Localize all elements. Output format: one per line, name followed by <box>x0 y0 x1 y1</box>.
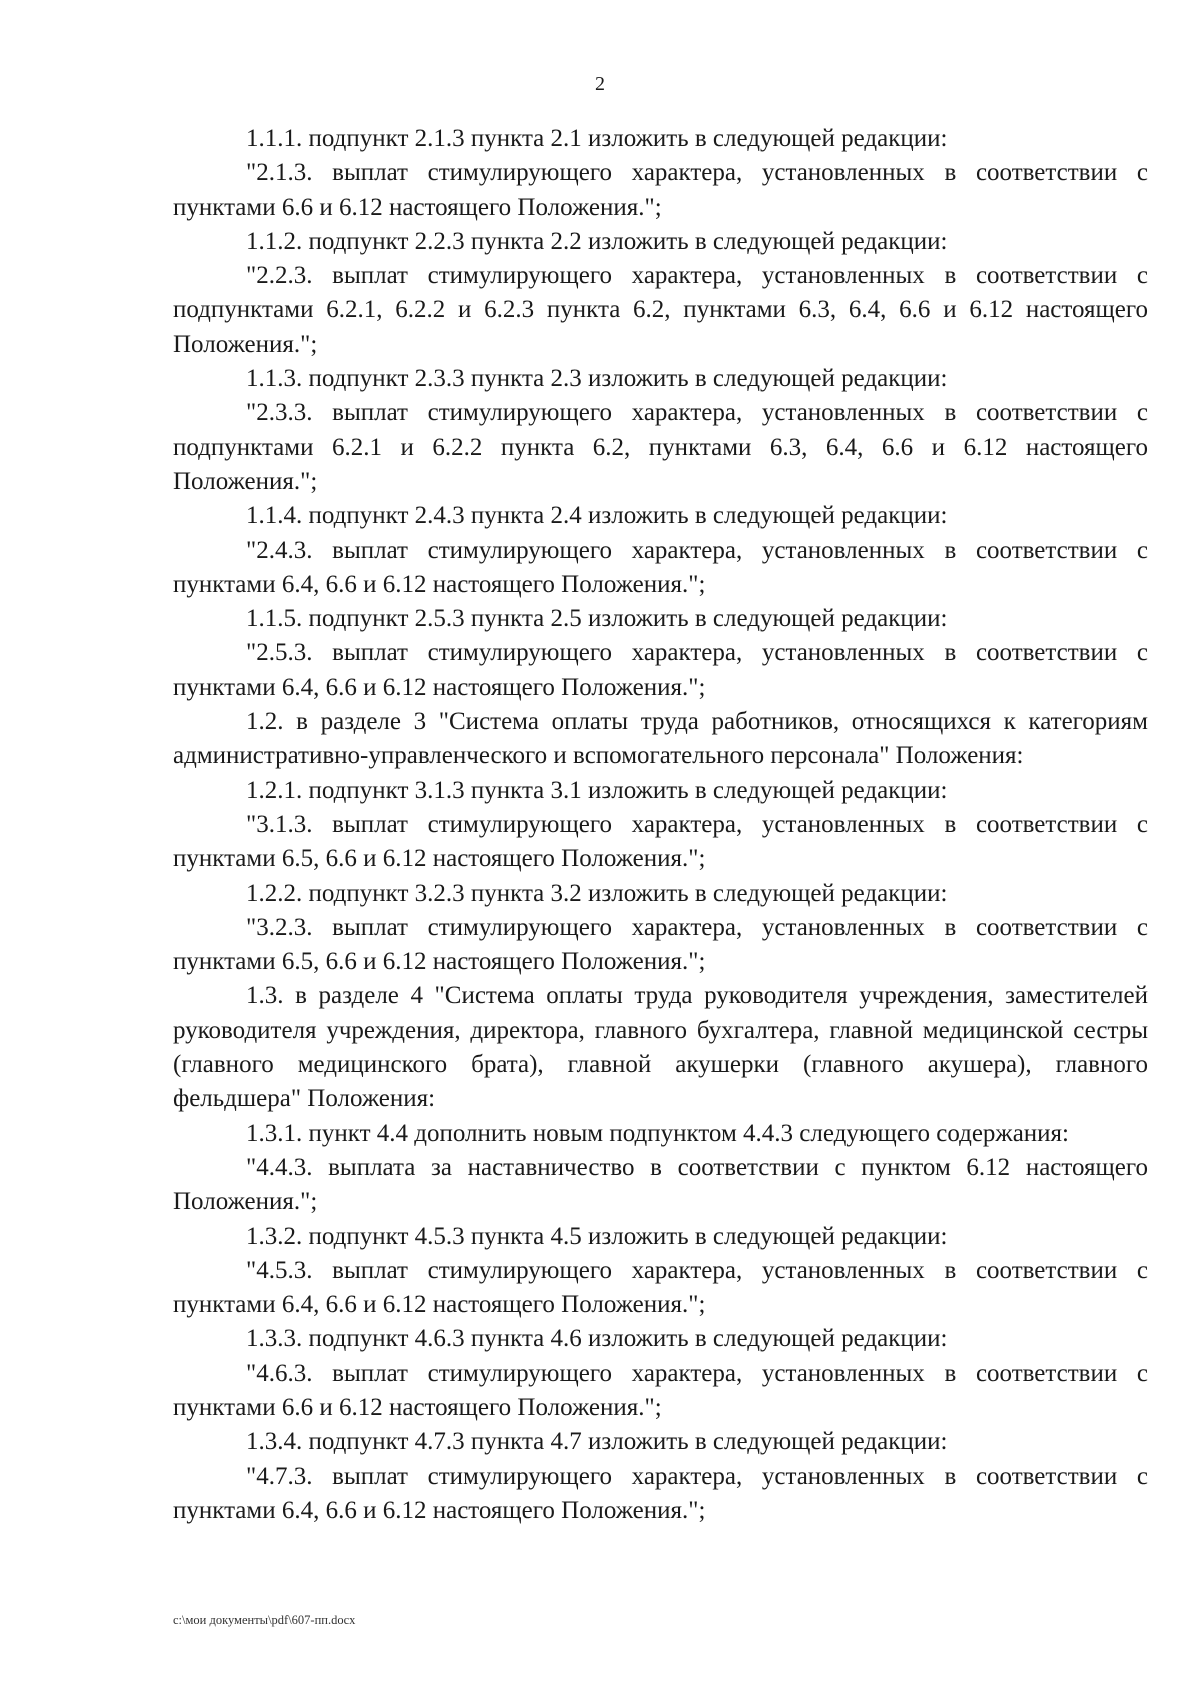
paragraph: 1.1.2. подпункт 2.2.3 пункта 2.2 изложить в следующей редакции: <box>246 227 948 255</box>
paragraph: 1.3.3. подпункт 4.6.3 пункта 4.6 изложить в следующей редакции: <box>246 1325 948 1353</box>
paragraph: 1.3.2. подпункт 4.5.3 пункта 4.5 изложить в следующей редакции: <box>246 1222 948 1250</box>
paragraph: 1.1.5. подпункт 2.5.3 пункта 2.5 изложить в следующей редакции: <box>246 605 948 633</box>
paragraph: "4.6.3. выплат стимулирующего характера, установленных в соответствии с пунктами 6.6 и 6.12 настоящего Положения."; <box>173 1359 1148 1421</box>
paragraph: "3.2.3. выплат стимулирующего характера, установленных в соответствии с пунктами 6.5, 6.6 и 6.12 настоящего Положения."; <box>173 913 1148 976</box>
paragraph: 1.3.4. подпункт 4.7.3 пункта 4.7 изложить в следующей редакции: <box>246 1428 948 1456</box>
paragraph: "2.4.3. выплат стимулирующего характера, установленных в соответствии с пунктами 6.4, 6.6 и 6.12 настоящего Положения."; <box>173 536 1148 598</box>
paragraph: 1.2. в разделе 3 "Система оплаты труда работников, относящихся к категориям административно-управленческого и вспомогательного персонала" Положения: <box>173 708 1148 770</box>
paragraph: "2.2.3. выплат стимулирующего характера, установленных в соответствии с подпунктами 6.2.1, 6.2.2 и 6.2.3 пункта 6.2, пунктами 6.3, 6.4, 6.6 и 6.12 настоящего Положения."; <box>173 262 1148 358</box>
paragraph: 1.1.1. подпункт 2.1.3 пункта 2.1 изложить в следующей редакции: <box>246 125 948 152</box>
file-path-footer: c:\мои документы\pdf\607-пп.docx <box>173 1613 356 1627</box>
paragraph: "4.4.3. выплата за наставничество в соответствии с пунктом 6.12 настоящего Положения."; <box>173 1153 1148 1216</box>
paragraph: 1.2.2. подпункт 3.2.3 пункта 3.2 изложить в следующей редакции: <box>246 879 948 907</box>
document-body <box>173 122 1148 1528</box>
paragraph: 1.1.3. подпункт 2.3.3 пункта 2.3 изложить в следующей редакции: <box>246 365 948 393</box>
paragraph: "2.3.3. выплат стимулирующего характера, установленных в соответствии с подпунктами 6.2.1 и 6.2.2 пункта 6.2, пунктами 6.3, 6.4, 6.6 и 6.12 настоящего Положения."; <box>173 399 1148 495</box>
paragraph: "2.1.3. выплат стимулирующего характера, установленных в соответствии с пунктами 6.6 и 6.12 настоящего Положения."; <box>173 159 1148 221</box>
paragraph: 1.2.1. подпункт 3.1.3 пункта 3.1 изложить в следующей редакции: <box>246 776 948 804</box>
paragraph: 1.3. в разделе 4 "Система оплаты труда руководителя учреждения, заместителей руководителя учреждения, директора, главного бухгалтера, главной медицинской сестры (главного медицинского брата), главной акушерки (главного акушера), главного фельдшера" Положения: <box>173 982 1148 1113</box>
paragraph: "4.7.3. выплат стимулирующего характера, установленных в соответствии с пунктами 6.4, 6.6 и 6.12 настоящего Положения."; <box>173 1462 1148 1524</box>
paragraph: "2.5.3. выплат стимулирующего характера, установленных в соответствии с пунктами 6.4, 6.6 и 6.12 настоящего Положения."; <box>173 639 1148 701</box>
paragraph: "4.5.3. выплат стимулирующего характера, установленных в соответствии с пунктами 6.4, 6.6 и 6.12 настоящего Положения."; <box>173 1256 1148 1319</box>
paragraph: "3.1.3. выплат стимулирующего характера, установленных в соответствии с пунктами 6.5, 6.6 и 6.12 настоящего Положения."; <box>173 810 1148 873</box>
paragraph: 1.3.1. пункт 4.4 дополнить новым подпунктом 4.4.3 следующего содержания: <box>246 1119 1069 1147</box>
page-number: 2 <box>595 73 605 95</box>
paragraph: 1.1.4. подпункт 2.4.3 пункта 2.4 изложить в следующей редакции: <box>246 502 948 530</box>
